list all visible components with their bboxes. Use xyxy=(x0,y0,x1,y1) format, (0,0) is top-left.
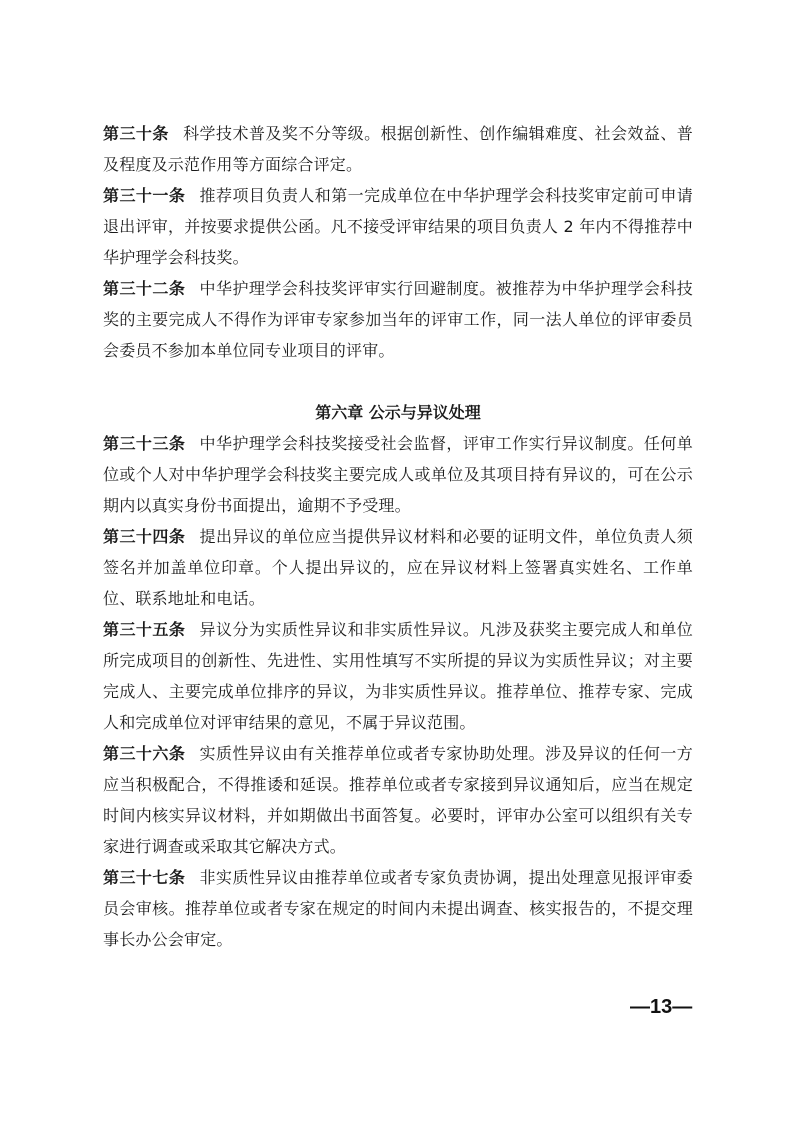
article-text: 异议分为实质性异议和非实质性异议。凡涉及获奖主要完成人和单位所完成项目的创新性、先进性、实用性填写不实所提的异议为实质性异议；对主要完成人、主要完成单位排序的异议，为非实质性异议。推荐单位、推荐专家、完成人和完成单位对评审结果的意见，不属于异议范围。 xyxy=(103,620,693,732)
article-number: 第三十二条 xyxy=(103,279,186,298)
article-text: 中华护理学会科技奖评审实行回避制度。被推荐为中华护理学会科技奖的主要完成人不得作为评审专家参加当年的评审工作，同一法人单位的评审委员会委员不参加本单位同专业项目的评审。 xyxy=(103,279,693,360)
article-text: 提出异议的单位应当提供异议材料和必要的证明文件，单位负责人须签名并加盖单位印章。个人提出异议的，应在异议材料上签署真实姓名、工作单位、联系地址和电话。 xyxy=(103,527,693,608)
article-number: 第三十条 xyxy=(103,124,169,143)
article-number: 第三十六条 xyxy=(103,744,186,763)
article-number: 第三十七条 xyxy=(103,868,186,887)
article-text: 实质性异议由有关推荐单位或者专家协助处理。涉及异议的任何一方应当积极配合，不得推诿和延误。推荐单位或者专家接到异议通知后，应当在规定时间内核实异议材料，并如期做出书面答复。必要时，评审办公室可以组织有关专家进行调查或采取其它解决方式。 xyxy=(103,744,693,856)
article-32 xyxy=(103,273,693,366)
article-30 xyxy=(103,118,693,180)
article-text: 非实质性异议由推荐单位或者专家负责协调，提出处理意见报评审委员会审核。推荐单位或者专家在规定的时间内未提出调查、核实报告的，不提交理事长办公会审定。 xyxy=(103,868,693,949)
article-text: 科学技术普及奖不分等级。根据创新性、创作编辑难度、社会效益、普及程度及示范作用等方面综合评定。 xyxy=(103,124,693,174)
article-36 xyxy=(103,738,693,862)
article-number: 第三十四条 xyxy=(103,527,186,546)
page-number: —13— xyxy=(630,996,693,1018)
article-35 xyxy=(103,614,693,738)
chapter-heading: 第六章 公示与异议处理 xyxy=(315,403,481,422)
document-body xyxy=(103,118,693,955)
article-text: 推荐项目负责人和第一完成单位在中华护理学会科技奖审定前可申请退出评审，并按要求提供公函。凡不接受评审结果的项目负责人 2 年内不得推荐中华护理学会科技奖。 xyxy=(103,186,693,267)
article-34 xyxy=(103,521,693,614)
article-number: 第三十一条 xyxy=(103,186,186,205)
article-number: 第三十五条 xyxy=(103,620,186,639)
article-37 xyxy=(103,862,693,955)
article-33 xyxy=(103,428,693,521)
article-31 xyxy=(103,180,693,273)
article-text: 中华护理学会科技奖接受社会监督，评审工作实行异议制度。任何单位或个人对中华护理学会科技奖主要完成人或单位及其项目持有异议的，可在公示期内以真实身份书面提出，逾期不予受理。 xyxy=(103,434,693,515)
article-number: 第三十三条 xyxy=(103,434,186,453)
